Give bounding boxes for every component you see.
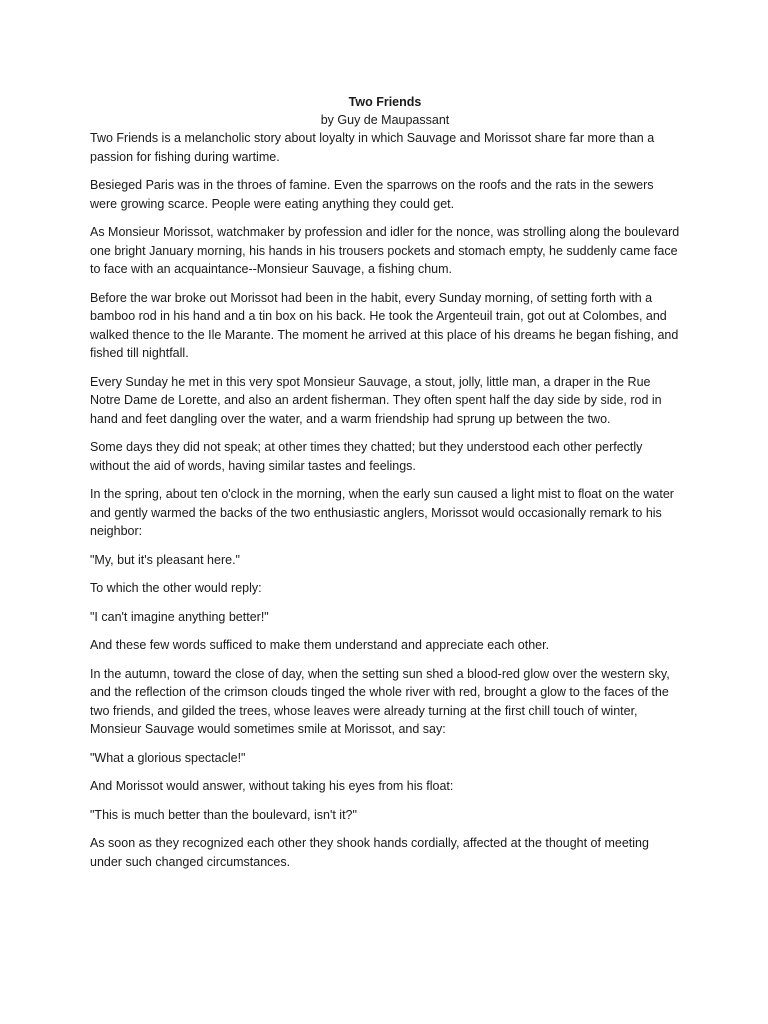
paragraph: "What a glorious spectacle!"	[90, 750, 246, 765]
paragraph: Every Sunday he met in this very spot Monsieur Sauvage, a stout, jolly, little man, a draper in the Rue Notre Dame de Lorette, and also an ardent fisherman. They often spent half the day side by side, rod in hand and feet dangling over the water, and a warm friendship had sprung up between the two.	[90, 374, 662, 426]
paragraph: And Morissot would answer, without taking his eyes from his float:	[90, 779, 454, 793]
paragraph: And these few words sufficed to make them understand and appreciate each other.	[90, 638, 550, 652]
paragraph: Two Friends is a melancholic story about loyalty in which Sauvage and Morissot share far more than a passion for fishing during wartime.	[90, 131, 655, 164]
paragraph: "This is much better than the boulevard, isn't it?"	[90, 807, 357, 822]
paragraph: "My, but it's pleasant here."	[90, 552, 240, 567]
paragraph: Before the war broke out Morissot had been in the habit, every Sunday morning, of setting forth with a bamboo rod in his hand and a tin box on his back. He took the Argenteuil train, got out at Colombes, and walked thence to the Ile Marante. The moment he arrived at this place of his dreams he began fishing, and fished till nightfall.	[90, 290, 679, 360]
paragraph: As Monsieur Morissot, watchmaker by profession and idler for the nonce, was strolling along the boulevard one bright January morning, his hands in his trousers pockets and stomach empty, he suddenly came face to face with an acquaintance--Monsieur Sauvage, a fishing chum.	[90, 225, 680, 276]
paragraph: Besieged Paris was in the throes of famine. Even the sparrows on the roofs and the rats in the sewers were growing scarce. People were eating anything they could get.	[90, 178, 654, 211]
document-byline: by Guy de Maupassant	[320, 113, 450, 127]
paragraph: In the spring, about ten o'clock in the morning, when the early sun caused a light mist to float on the water and gently warmed the backs of the two enthusiastic anglers, Morissot would occasionally remark to his neighbor:	[90, 487, 674, 538]
document-title: Two Friends	[348, 95, 422, 109]
paragraph: To which the other would reply:	[90, 581, 262, 595]
paragraph: "I can't imagine anything better!"	[90, 609, 269, 624]
paragraph: As soon as they recognized each other they shook hands cordially, affected at the thought of meeting under such changed circumstances.	[90, 836, 649, 869]
document-page	[90, 93, 680, 881]
paragraph: In the autumn, toward the close of day, when the setting sun shed a blood-red glow over the western sky, and the reflection of the crimson clouds tinged the whole river with red, brought a glow to the faces of the two friends, and gilded the trees, whose leaves were already turning at the first chill touch of winter, Monsieur Sauvage would sometimes smile at Morissot, and say:	[90, 666, 670, 736]
paragraph: Some days they did not speak; at other times they chatted; but they understood each other perfectly without the aid of words, having similar tastes and feelings.	[90, 440, 643, 473]
